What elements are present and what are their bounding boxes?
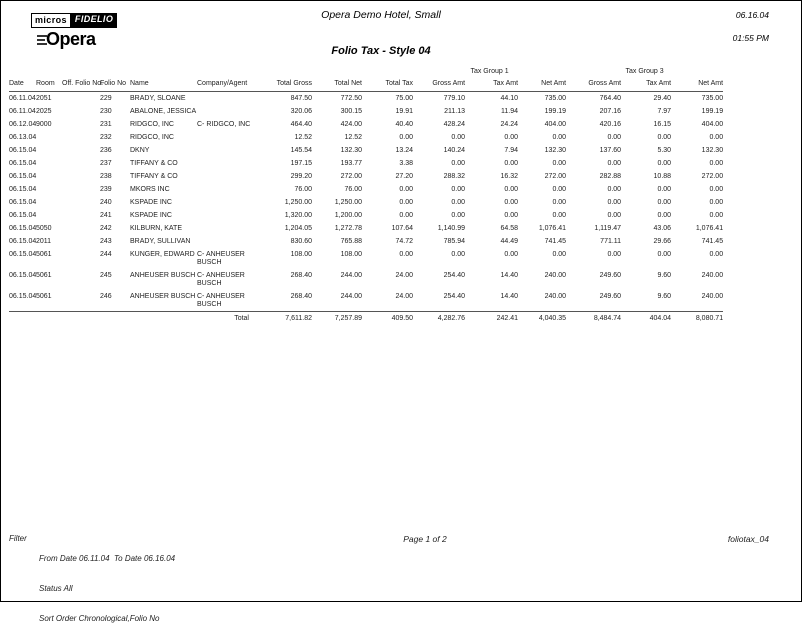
cell-total-net: 300.15 — [340, 108, 362, 115]
total-tg3-net-amt: 8,080.71 — [671, 312, 723, 326]
cell-total-gross: 1,320.00 — [284, 212, 312, 219]
cell-total-gross: 847.50 — [290, 95, 312, 102]
cell-tg1-gross-amt: 785.94 — [443, 238, 466, 245]
cell-name: ANHEUSER BUSCH — [130, 272, 196, 279]
col-header-folio-no: Folio No — [100, 78, 130, 92]
cell-room — [36, 209, 62, 222]
cell-date: 06.15.04 — [9, 199, 37, 206]
total-total-tax: 409.50 — [362, 312, 413, 326]
cell-name: ABALONE, JESSICA — [130, 108, 197, 115]
cell-folio-no: 241 — [100, 212, 112, 219]
cell-folio-no: 242 — [100, 225, 112, 232]
cell-tg3-gross-amt: 0.00 — [607, 160, 622, 167]
cell-room: 5061 — [36, 251, 52, 258]
cell-tg1-net-amt: 240.00 — [544, 293, 567, 300]
cell-tg1-gross-amt: 0.00 — [451, 186, 466, 193]
cell-off-folio-no — [62, 209, 100, 222]
tax-group-3-label: Tax Group 3 — [625, 68, 664, 75]
cell-tg1-net-amt: 404.00 — [544, 121, 567, 128]
cell-name: TIFFANY & CO — [130, 173, 178, 180]
cell-company-agent: C- ANHEUSER BUSCH — [197, 293, 245, 308]
col-header-total-gross: Total Gross — [253, 78, 312, 92]
cell-company-agent: C- RIDGCO, INC — [197, 121, 251, 128]
cell-tg1-tax-amt: 44.10 — [500, 95, 519, 102]
cell-name: MKORS INC — [130, 186, 170, 193]
cell-room: 2025 — [36, 108, 52, 115]
cell-tg1-tax-amt: 0.00 — [504, 251, 519, 258]
cell-tg3-tax-amt: 43.06 — [653, 225, 672, 232]
cell-folio-no: 237 — [100, 160, 112, 167]
cell-room — [36, 144, 62, 157]
filter-lines — [39, 534, 175, 644]
cell-company-agent — [197, 170, 253, 183]
cell-name: KILBURN, KATE — [130, 225, 182, 232]
table-row — [9, 183, 723, 196]
cell-company-agent — [197, 222, 253, 235]
cell-off-folio-no — [62, 118, 100, 131]
cell-total-tax: 40.40 — [395, 121, 414, 128]
cell-room — [36, 196, 62, 209]
cell-tg3-tax-amt: 29.66 — [653, 238, 672, 245]
cell-name: KUNGER, EDWARD — [130, 251, 195, 258]
cell-tg1-gross-amt: 0.00 — [451, 160, 466, 167]
cell-date: 06.15.04 — [9, 147, 37, 154]
table-row — [9, 105, 723, 118]
cell-total-tax: 0.00 — [399, 186, 414, 193]
cell-tg3-gross-amt: 771.11 — [600, 238, 622, 245]
cell-off-folio-no — [62, 170, 100, 183]
cell-room — [36, 170, 62, 183]
cell-date: 06.15.04 — [9, 160, 37, 167]
cell-name: BRADY, SULLIVAN — [130, 238, 191, 245]
col-header-tg1-gross-amt: Gross Amt — [413, 78, 465, 92]
cell-name: ANHEUSER BUSCH — [130, 293, 196, 300]
cell-tg1-tax-amt: 0.00 — [504, 160, 519, 167]
total-tg1-net-amt: 4,040.35 — [518, 312, 566, 326]
cell-total-net: 244.00 — [340, 293, 362, 300]
cell-room — [36, 183, 62, 196]
cell-total-net: 108.00 — [340, 251, 362, 258]
cell-tg1-tax-amt: 0.00 — [504, 212, 519, 219]
cell-date: 06.15.04 — [9, 225, 37, 232]
cell-tg1-net-amt: 0.00 — [552, 251, 567, 258]
cell-tg1-gross-amt: 779.10 — [443, 95, 466, 102]
col-header-company-agent: Company/Agent — [197, 78, 253, 92]
cell-company-agent — [197, 131, 253, 144]
cell-total-net: 424.00 — [340, 121, 362, 128]
cell-date: 06.15.04 — [9, 251, 37, 258]
cell-tg1-net-amt: 0.00 — [552, 160, 567, 167]
cell-folio-no: 230 — [100, 108, 112, 115]
cell-total-tax: 27.20 — [395, 173, 414, 180]
filter-line-sort-order: Sort Order Chronological,Folio No — [39, 614, 160, 623]
total-tg1-tax-amt: 242.41 — [465, 312, 518, 326]
cell-date: 06.13.04 — [9, 134, 37, 141]
table-row — [9, 92, 723, 106]
cell-date: 06.15.04 — [9, 293, 37, 300]
cell-off-folio-no — [62, 92, 100, 106]
cell-tg1-gross-amt: 288.32 — [443, 173, 466, 180]
cell-tg3-net-amt: 0.00 — [709, 199, 724, 206]
cell-tg3-tax-amt: 0.00 — [657, 199, 672, 206]
total-total-gross: 7,611.82 — [253, 312, 312, 326]
cell-tg3-net-amt: 0.00 — [709, 186, 724, 193]
cell-company-agent — [197, 183, 253, 196]
cell-total-net: 1,272.78 — [334, 225, 362, 232]
cell-total-net: 772.50 — [340, 95, 362, 102]
cell-tg3-net-amt: 404.00 — [701, 121, 724, 128]
cell-tg1-net-amt: 0.00 — [552, 199, 567, 206]
cell-folio-no: 231 — [100, 121, 112, 128]
cell-total-gross: 12.52 — [294, 134, 312, 141]
cell-tg1-tax-amt: 0.00 — [504, 134, 519, 141]
col-header-date: Date — [9, 78, 36, 92]
cell-off-folio-no — [62, 269, 100, 290]
cell-tg3-gross-amt: 249.60 — [599, 293, 622, 300]
cell-tg3-tax-amt: 29.40 — [653, 95, 672, 102]
cell-tg1-net-amt: 272.00 — [544, 173, 567, 180]
col-header-tg1-net-amt: Net Amt — [518, 78, 566, 92]
table-row — [9, 144, 723, 157]
cell-company-agent — [197, 157, 253, 170]
cell-room: 5061 — [36, 293, 52, 300]
cell-company-agent — [197, 235, 253, 248]
filter-line-status: Status All — [39, 584, 73, 593]
cell-name: KSPADE INC — [130, 199, 172, 206]
col-header-room: Room — [36, 78, 62, 92]
cell-tg1-gross-amt: 1,140.99 — [437, 225, 466, 232]
cell-tg1-gross-amt: 140.24 — [443, 147, 466, 154]
cell-tg3-tax-amt: 7.97 — [657, 108, 672, 115]
cell-total-gross: 197.15 — [290, 160, 312, 167]
cell-tg1-tax-amt: 14.40 — [500, 293, 519, 300]
cell-tg3-tax-amt: 9.60 — [657, 293, 672, 300]
cell-total-gross: 145.54 — [290, 147, 312, 154]
total-tg3-tax-amt: 404.04 — [621, 312, 671, 326]
cell-tg1-net-amt: 240.00 — [544, 272, 567, 279]
cell-date: 06.15.04 — [9, 173, 37, 180]
cell-name: BRADY, SLOANE — [130, 95, 186, 102]
cell-tg3-tax-amt: 0.00 — [657, 134, 672, 141]
micros-logo-text: micros — [31, 13, 71, 28]
cell-tg1-tax-amt: 44.49 — [500, 238, 519, 245]
cell-tg3-gross-amt: 0.00 — [607, 212, 622, 219]
col-header-tg3-net-amt: Net Amt — [671, 78, 723, 92]
col-header-tg3-tax-amt: Tax Amt — [621, 78, 671, 92]
cell-folio-no: 243 — [100, 238, 112, 245]
cell-tg3-net-amt: 735.00 — [701, 95, 724, 102]
cell-total-tax: 13.24 — [395, 147, 414, 154]
cell-date: 06.11.04 — [9, 108, 36, 115]
cell-date: 06.15.04 — [9, 212, 37, 219]
cell-tg3-gross-amt: 0.00 — [607, 199, 622, 206]
cell-folio-no: 246 — [100, 293, 112, 300]
fidelio-logo-text: FIDELIO — [71, 13, 117, 28]
cell-total-gross: 464.40 — [290, 121, 312, 128]
cell-tg1-tax-amt: 7.94 — [504, 147, 519, 154]
cell-total-gross: 830.60 — [290, 238, 312, 245]
cell-total-gross: 1,250.00 — [284, 199, 312, 206]
col-header-total-tax: Total Tax — [362, 78, 413, 92]
cell-tg1-net-amt: 0.00 — [552, 134, 567, 141]
hotel-name: Opera Demo Hotel, Small — [321, 9, 441, 21]
cell-tg3-tax-amt: 16.15 — [653, 121, 672, 128]
total-row — [9, 312, 723, 326]
cell-total-net: 1,200.00 — [334, 212, 362, 219]
cell-total-net: 272.00 — [340, 173, 362, 180]
cell-folio-no: 238 — [100, 173, 112, 180]
cell-tg3-net-amt: 132.30 — [701, 147, 724, 154]
total-label: Total — [9, 312, 253, 326]
cell-total-net: 244.00 — [340, 272, 362, 279]
cell-tg3-net-amt: 1,076.41 — [695, 225, 724, 232]
cell-tg1-gross-amt: 0.00 — [451, 212, 466, 219]
cell-tg3-net-amt: 741.45 — [701, 238, 724, 245]
cell-room: 5061 — [36, 272, 52, 279]
cell-folio-no: 236 — [100, 147, 112, 154]
cell-tg1-net-amt: 0.00 — [552, 212, 567, 219]
cell-tg3-net-amt: 0.00 — [709, 251, 724, 258]
tax-group-spacer — [9, 68, 413, 78]
cell-date: 06.11.04 — [9, 95, 36, 102]
cell-total-net: 1,250.00 — [334, 199, 362, 206]
col-header-off-folio-no: Off. Folio No. — [62, 78, 100, 92]
cell-total-tax: 24.00 — [395, 272, 414, 279]
cell-total-tax: 0.00 — [399, 134, 414, 141]
cell-company-agent — [197, 209, 253, 222]
cell-date: 06.15.04 — [9, 186, 37, 193]
cell-name: TIFFANY & CO — [130, 160, 178, 167]
cell-total-gross: 76.00 — [294, 186, 312, 193]
cell-room: 9000 — [36, 121, 52, 128]
cell-tg3-gross-amt: 249.60 — [599, 272, 622, 279]
cell-total-tax: 75.00 — [395, 95, 414, 102]
cell-off-folio-no — [62, 290, 100, 312]
cell-off-folio-no — [62, 131, 100, 144]
table-row — [9, 131, 723, 144]
table-row — [9, 209, 723, 222]
cell-tg1-net-amt: 1,076.41 — [538, 225, 567, 232]
table-row — [9, 290, 723, 312]
cell-tg3-net-amt: 0.00 — [709, 134, 724, 141]
cell-total-net: 76.00 — [344, 186, 362, 193]
cell-total-tax: 107.64 — [391, 225, 414, 232]
cell-total-tax: 19.91 — [395, 108, 414, 115]
cell-tg3-net-amt: 240.00 — [701, 293, 724, 300]
cell-tg1-net-amt: 132.30 — [544, 147, 567, 154]
report-file-name: foliotax_04 — [727, 534, 769, 544]
cell-folio-no: 245 — [100, 272, 112, 279]
cell-folio-no: 232 — [100, 134, 112, 141]
cell-tg1-net-amt: 0.00 — [552, 186, 567, 193]
table-row — [9, 170, 723, 183]
table-row — [9, 269, 723, 290]
filter-line-dates: From Date 06.11.04 To Date 06.16.04 — [39, 554, 176, 563]
cell-tg1-tax-amt: 16.32 — [500, 173, 519, 180]
cell-off-folio-no — [62, 105, 100, 118]
column-header-row — [9, 78, 723, 92]
cell-tg3-tax-amt: 0.00 — [657, 212, 672, 219]
cell-tg1-tax-amt: 24.24 — [500, 121, 519, 128]
opera-logo-text: Opera — [46, 29, 96, 49]
tax-group-1-label: Tax Group 1 — [470, 68, 509, 75]
col-header-total-net: Total Net — [312, 78, 362, 92]
cell-room: 5050 — [36, 225, 52, 232]
table-row — [9, 235, 723, 248]
cell-company-agent — [197, 144, 253, 157]
cell-total-gross: 268.40 — [290, 293, 312, 300]
cell-company-agent — [197, 92, 253, 106]
cell-tg3-net-amt: 272.00 — [701, 173, 724, 180]
cell-folio-no: 229 — [100, 95, 112, 102]
cell-total-tax: 3.38 — [399, 160, 414, 167]
cell-tg3-tax-amt: 5.30 — [657, 147, 672, 154]
cell-tg3-net-amt: 0.00 — [709, 160, 724, 167]
col-header-name: Name — [130, 78, 197, 92]
cell-off-folio-no — [62, 183, 100, 196]
total-tg3-gross-amt: 8,484.74 — [566, 312, 621, 326]
cell-total-tax: 0.00 — [399, 251, 414, 258]
table-row — [9, 157, 723, 170]
table-row — [9, 248, 723, 269]
cell-name: DKNY — [130, 147, 150, 154]
cell-tg1-net-amt: 199.19 — [544, 108, 567, 115]
cell-tg1-net-amt: 735.00 — [544, 95, 567, 102]
cell-total-tax: 0.00 — [399, 212, 414, 219]
cell-off-folio-no — [62, 144, 100, 157]
cell-date: 06.15.04 — [9, 272, 37, 279]
col-header-tg3-gross-amt: Gross Amt — [566, 78, 621, 92]
cell-tg3-gross-amt: 764.40 — [599, 95, 622, 102]
cell-total-gross: 268.40 — [290, 272, 312, 279]
cell-tg3-gross-amt: 137.60 — [599, 147, 622, 154]
cell-company-agent: C- ANHEUSER BUSCH — [197, 272, 245, 287]
cell-total-gross: 108.00 — [290, 251, 312, 258]
cell-tg1-tax-amt: 0.00 — [504, 186, 519, 193]
cell-room: 2051 — [36, 95, 52, 102]
cell-room: 2011 — [36, 238, 52, 245]
cell-tg1-gross-amt: 0.00 — [451, 251, 466, 258]
cell-name: KSPADE INC — [130, 212, 172, 219]
cell-tg1-gross-amt: 211.13 — [444, 108, 466, 115]
cell-folio-no: 239 — [100, 186, 112, 193]
report-time: 01:55 PM — [732, 33, 769, 43]
cell-tg1-gross-amt: 428.24 — [443, 121, 466, 128]
cell-total-gross: 1,204.05 — [284, 225, 312, 232]
cell-total-tax: 0.00 — [399, 199, 414, 206]
cell-tg3-tax-amt: 0.00 — [657, 186, 672, 193]
cell-off-folio-no — [62, 157, 100, 170]
cell-tg1-gross-amt: 0.00 — [451, 199, 466, 206]
cell-tg3-gross-amt: 207.16 — [599, 108, 622, 115]
cell-tg3-net-amt: 199.19 — [701, 108, 724, 115]
total-total-net: 7,257.89 — [312, 312, 362, 326]
cell-tg3-gross-amt: 0.00 — [607, 186, 622, 193]
cell-off-folio-no — [62, 196, 100, 209]
cell-tg1-tax-amt: 64.58 — [500, 225, 519, 232]
cell-tg3-gross-amt: 420.16 — [599, 121, 622, 128]
cell-off-folio-no — [62, 235, 100, 248]
cell-tg3-gross-amt: 0.00 — [607, 134, 622, 141]
cell-folio-no: 244 — [100, 251, 112, 258]
cell-tg1-gross-amt: 0.00 — [451, 134, 466, 141]
cell-total-net: 132.30 — [340, 147, 362, 154]
filter-label: Filter — [9, 534, 27, 543]
cell-total-gross: 320.06 — [290, 108, 312, 115]
col-header-tg1-tax-amt: Tax Amt — [465, 78, 518, 92]
tax-group-header-row — [9, 68, 723, 78]
cell-tg3-net-amt: 0.00 — [709, 212, 724, 219]
report-title: Folio Tax - Style 04 — [331, 45, 431, 57]
cell-folio-no: 240 — [100, 199, 112, 206]
table-row — [9, 222, 723, 235]
cell-date: 06.15.04 — [9, 238, 37, 245]
cell-name: RIDGCO, INC — [130, 134, 174, 141]
cell-company-agent: C- ANHEUSER BUSCH — [197, 251, 245, 266]
cell-total-gross: 299.20 — [290, 173, 312, 180]
cell-tg3-tax-amt: 10.88 — [653, 173, 672, 180]
cell-tg1-gross-amt: 254.40 — [443, 272, 466, 279]
cell-company-agent — [197, 105, 253, 118]
cell-total-net: 193.77 — [340, 160, 362, 167]
cell-tg3-tax-amt: 0.00 — [657, 160, 672, 167]
cell-room — [36, 157, 62, 170]
cell-total-tax: 24.00 — [395, 293, 414, 300]
cell-tg1-gross-amt: 254.40 — [443, 293, 466, 300]
cell-tg3-tax-amt: 0.00 — [657, 251, 672, 258]
table-body — [9, 92, 723, 312]
page-indicator: Page 1 of 2 — [403, 534, 447, 544]
cell-tg1-tax-amt: 0.00 — [504, 199, 519, 206]
report-date: 06.16.04 — [735, 10, 769, 20]
cell-off-folio-no — [62, 222, 100, 235]
folio-tax-table — [9, 68, 723, 325]
cell-tg3-gross-amt: 0.00 — [607, 251, 622, 258]
cell-date: 06.12.04 — [9, 121, 37, 128]
cell-total-net: 12.52 — [344, 134, 362, 141]
cell-name: RIDGCO, INC — [130, 121, 174, 128]
cell-tg3-gross-amt: 282.88 — [599, 173, 622, 180]
cell-total-net: 765.88 — [340, 238, 362, 245]
table-row — [9, 196, 723, 209]
cell-room — [36, 131, 62, 144]
cell-tg1-net-amt: 741.45 — [544, 238, 567, 245]
cell-total-tax: 74.72 — [395, 238, 414, 245]
cell-tg3-tax-amt: 9.60 — [657, 272, 672, 279]
cell-tg3-net-amt: 240.00 — [701, 272, 724, 279]
cell-tg3-gross-amt: 1,119.47 — [594, 225, 622, 232]
total-tg1-gross-amt: 4,282.76 — [413, 312, 465, 326]
cell-company-agent — [197, 196, 253, 209]
table-foot — [9, 312, 723, 326]
cell-off-folio-no — [62, 248, 100, 269]
table-row — [9, 118, 723, 131]
cell-tg1-tax-amt: 14.40 — [500, 272, 519, 279]
cell-tg1-tax-amt: 11.94 — [501, 108, 519, 115]
